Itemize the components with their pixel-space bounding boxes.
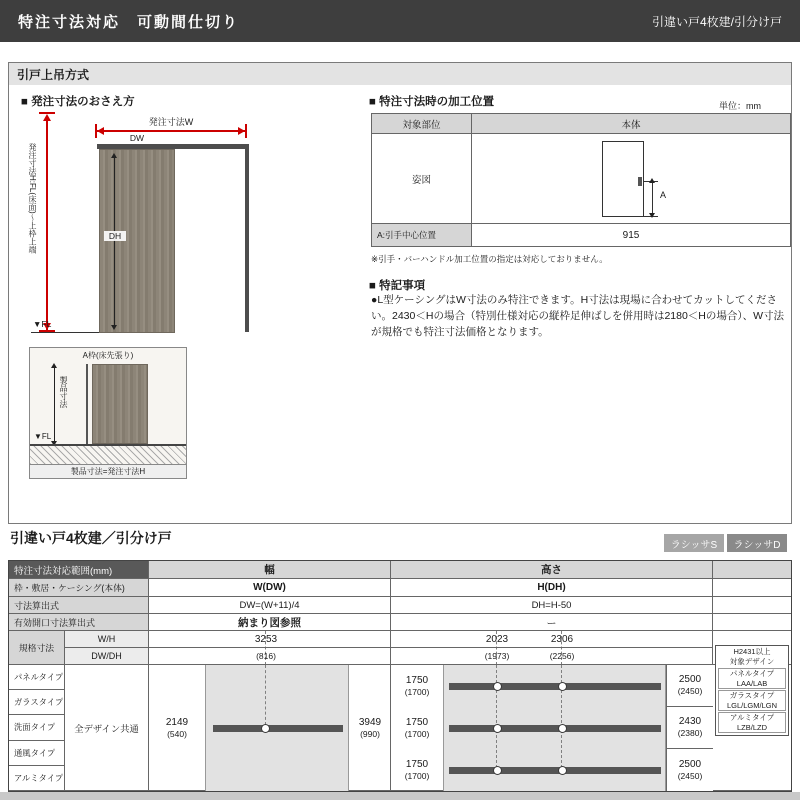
dim-cap-top: [39, 112, 55, 114]
opening-row-height: ー: [391, 614, 713, 631]
design-common-cell: 全デザイン共通: [65, 665, 149, 791]
order-height-label: 発注寸法H:FL(床面)～上枠上端: [28, 143, 37, 254]
note-title: H2431以上: [733, 647, 771, 656]
arrowhead-up-icon: [649, 178, 655, 183]
machining-note: ※引手・バーハンドル加工位置の指定は対応しておりません。: [371, 254, 608, 264]
note-codes: LZB/LZD: [736, 722, 767, 732]
height-min-value: 1750: [405, 674, 429, 686]
note-title: 対象デザイン: [729, 657, 775, 666]
unit-label: 単位：mm: [719, 101, 761, 111]
frame-row-label: 枠・敷居・ケーシング(本体): [9, 579, 149, 597]
height-min-value: 1750: [405, 758, 429, 770]
section-title-strip: [9, 63, 791, 85]
order-dh-label: DH: [104, 231, 126, 241]
opening-row-width: 納まり図参照: [149, 614, 391, 631]
opening-row-label: 有効開口寸法算出式: [9, 614, 149, 631]
note-codes: LAA/LAB: [736, 678, 768, 688]
machining-heading: ■ 特注寸法時の加工位置: [369, 96, 495, 108]
remarks-text: ●L型ケーシングはW寸法のみ特注できます。H寸法は現場に合わせてカットしてください。2430＜Hの場合（特別仕様対応の縦枠足伸ばしを併用時は2180＜Hの場合）、W寸法が規格でも特注寸法価格となります。: [371, 294, 785, 338]
door-handle: [638, 177, 642, 186]
h2431-note-box: [715, 645, 789, 736]
frame-row-width: W(DW): [149, 579, 391, 597]
order-dims-heading: ■ 発注寸法のおさえ方: [21, 96, 135, 108]
dim-cap-left: [95, 124, 97, 138]
arrowhead-up-icon: [51, 363, 57, 368]
formula-row-height: DH=H-50: [391, 597, 713, 614]
standard-h-cell: [391, 631, 713, 648]
page-bottom-edge: [0, 792, 800, 800]
height-min-sub: (1700): [404, 728, 430, 739]
fl-marker: ▼FL: [34, 432, 52, 441]
height-min-label: [391, 665, 443, 707]
note-pair: [718, 712, 786, 733]
product-dimension-diagram: [29, 347, 187, 479]
empty-cell: [713, 579, 791, 597]
height-max-sub: (2450): [677, 770, 703, 781]
empty-cell: [713, 614, 791, 631]
height-min-value: 1750: [405, 716, 429, 728]
badge-lasissa-d: ラシッサD: [727, 534, 787, 552]
height-dimension-line: [46, 117, 48, 330]
height-range-bar: [449, 683, 661, 690]
standard-size-dot: [261, 724, 270, 733]
right-frame: [245, 149, 249, 332]
product-dimension-line: [54, 366, 55, 444]
part-header-cell: 対象部位: [372, 114, 472, 134]
note-type: パネルタイプ: [729, 669, 775, 678]
width-range-cell: [149, 665, 391, 791]
height-max-value: 2430: [678, 716, 702, 728]
arrowhead-down-icon: [649, 213, 655, 218]
height-min-sub: (1700): [404, 770, 430, 781]
handle-position-label: A:引手中心位置: [372, 224, 472, 246]
height-max-sub: (2380): [677, 728, 703, 739]
floor-line: [31, 332, 99, 333]
height-range-bar: [449, 725, 661, 732]
door-panel: [92, 364, 148, 444]
type-label-cell: 洗面タイプ: [9, 715, 65, 740]
standard-dw-value: (816): [256, 651, 276, 661]
height-min-label: [391, 707, 443, 749]
standard-dh-value: (1973): [484, 651, 510, 661]
width-max-label: [349, 665, 391, 791]
spec-table: [8, 560, 792, 792]
page-subtitle: 引違い戸4枚建/引分け戸: [651, 14, 782, 29]
dh-dimension-line: [114, 157, 115, 327]
height-range-cell: [391, 665, 713, 791]
remarks-heading: ■ 特記事項: [369, 280, 426, 292]
type-label-cell: 通風タイプ: [9, 741, 65, 766]
frame-row-height: H(DH): [391, 579, 713, 597]
arrowhead-right-icon: [238, 127, 245, 135]
height-max-sub: (2450): [677, 686, 703, 697]
standard-w-value: 3253: [254, 633, 278, 645]
floor-hatch: [30, 444, 186, 464]
dim-cap-right: [245, 124, 247, 138]
note-type: アルミタイプ: [729, 713, 775, 722]
lower-title: 引違い戸4枚建／引分け戸: [10, 530, 172, 546]
range-header-cell: 特注寸法対応範囲(mm): [9, 561, 149, 579]
product-dim-label: 製品寸法: [58, 376, 69, 434]
height-max-box: [666, 749, 713, 791]
note-codes: LGL/LGM/LGN: [726, 700, 778, 710]
note-pair: [718, 690, 786, 711]
standard-size-dot: [558, 766, 567, 775]
type-label-cell: パネルタイプ: [9, 665, 65, 690]
note-pair: [718, 668, 786, 689]
standard-size-dot: [558, 682, 567, 691]
order-dimension-diagram: [19, 107, 349, 342]
a-dimension-line: [652, 182, 653, 216]
height-min-sub: (1700): [404, 686, 430, 697]
type-label-cell: アルミタイプ: [9, 766, 65, 791]
standard-size-dot: [558, 724, 567, 733]
section-title: 引戸上吊方式: [17, 67, 90, 82]
frame-type-label: A枠(床先張り): [82, 351, 134, 360]
height-max-value: 2500: [678, 674, 702, 686]
width-max-value: 3949: [358, 716, 382, 728]
width-range-bar: [213, 725, 343, 732]
machining-table: [371, 113, 791, 247]
arrowhead-down-icon: [111, 325, 117, 330]
standard-dh-cell: [391, 648, 713, 665]
width-dimension-line: [96, 130, 246, 132]
figure-label-cell: 姿図: [372, 134, 472, 224]
standard-size-dot: [493, 682, 502, 691]
width-min-label: [149, 665, 205, 791]
standard-h-value: 2306: [550, 633, 574, 645]
width-header-cell: 幅: [149, 561, 391, 579]
dim-a-label: A: [660, 190, 667, 200]
arrowhead-up-icon: [111, 153, 117, 158]
standard-size-dot: [493, 766, 502, 775]
standard-dash-line: [265, 665, 266, 725]
arrowhead-up-icon: [43, 114, 51, 121]
page-header-bar: [0, 0, 800, 42]
height-max-value: 2500: [678, 758, 702, 770]
door-panel: [99, 149, 175, 333]
type-label-cell: ガラスタイプ: [9, 690, 65, 715]
order-dw-label: DW: [129, 133, 145, 143]
standard-w-cell: [149, 631, 391, 648]
handle-position-value: 915: [472, 224, 790, 246]
height-range-bar: [449, 767, 661, 774]
width-max-sub: (990): [360, 728, 380, 739]
height-max-box: [666, 665, 713, 707]
width-min-sub: (540): [167, 728, 187, 739]
formula-row-label: 寸法算出式: [9, 597, 149, 614]
height-min-label: [391, 749, 443, 791]
standard-h-value: 2023: [485, 633, 509, 645]
product-caption: 製品寸法=発注寸法H: [30, 464, 186, 478]
width-min-value: 2149: [165, 716, 189, 728]
standard-size-dot: [493, 724, 502, 733]
badge-lasissa-s: ラシッサS: [664, 534, 724, 552]
corner-cell: [713, 561, 791, 579]
wh-label-cell: W/H: [65, 631, 149, 648]
standard-dh-value: (2256): [549, 651, 575, 661]
standard-dw-cell: [149, 648, 391, 665]
formula-row-width: DW=(W+11)/4: [149, 597, 391, 614]
dwdh-label-cell: DW/DH: [65, 648, 149, 665]
empty-cell: [713, 597, 791, 614]
upper-section: [8, 62, 792, 524]
body-header-cell: 本体: [472, 114, 790, 134]
figure-cell: [472, 134, 790, 224]
standard-label-cell: 規格寸法: [9, 631, 65, 665]
page-title: 特注寸法対応 可動間仕切り: [18, 13, 240, 31]
note-type: ガラスタイプ: [729, 691, 775, 700]
height-max-box: [666, 707, 713, 749]
fl-marker: ▼FL: [33, 319, 52, 329]
order-width-label: 発注寸法W: [148, 117, 194, 127]
frame-line: [86, 364, 88, 444]
height-header-cell: 高さ: [391, 561, 713, 579]
